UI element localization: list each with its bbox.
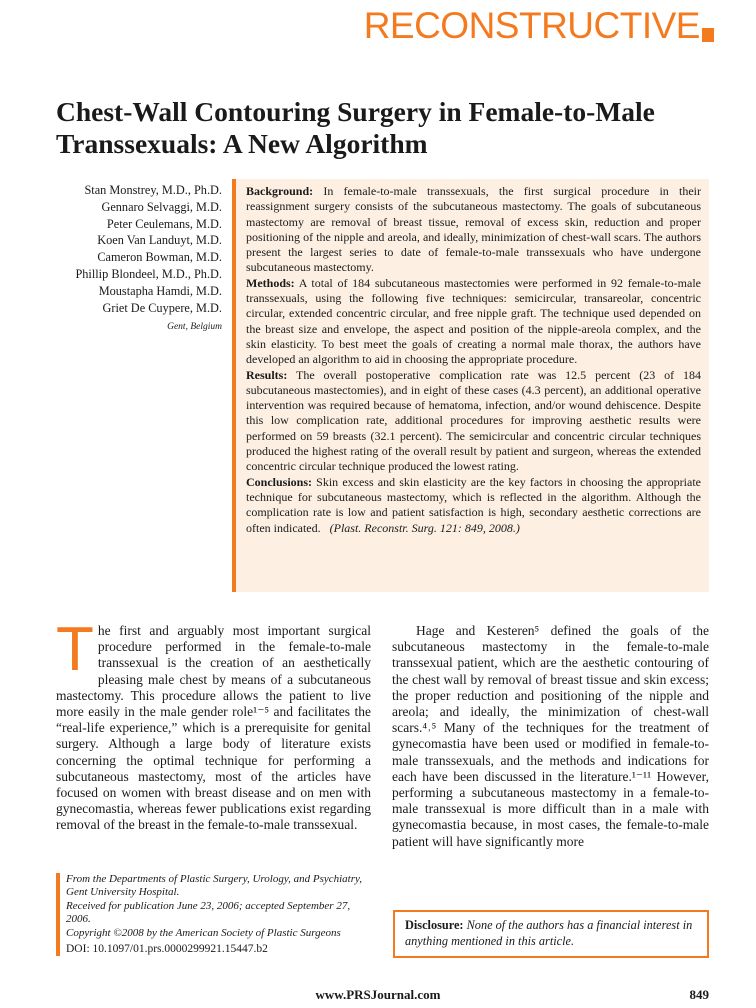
article-footnote — [56, 873, 376, 956]
body-right-column: Hage and Kesteren⁵ defined the goals of the subcutaneous mastectomy in the female-to-male transsexual patient, which are the aesthetic contouring of the chest wall by removal of breast tissue and skin excess; the proper reduction and positioning of the nipple and areola; and ideally, the minimization of chest-wall scars.⁴˒⁵ Many of the techniques for the treatment of gynecomastia have been used or modified in female-to-male transsexuals, and the methods and indications for each have been discussed in the literature.¹⁻¹¹ However, performing a subcutaneous mastectomy in a female-to-male transsexual is more difficult than in a male with gynecomastia because, in most cases, the female-to-male patient will have significantly more — [392, 623, 709, 849]
footnote-received: Received for publication June 23, 2006; accepted September 27, 2006. — [66, 899, 351, 926]
methods-label: Methods: — [246, 275, 295, 290]
author-affiliation: Gent, Belgium — [167, 322, 222, 333]
results-label: Results: — [246, 367, 288, 382]
author-list — [30, 182, 222, 336]
disclosure-text: None of the authors has a financial interest in anything mentioned in this article. — [405, 918, 693, 948]
citation: (Plast. Reconstr. Surg. 121: 849, 2008.) — [329, 520, 520, 535]
conclusions-text: Skin excess and skin elasticity are the key factors in choosing the appropriate technique for subcutaneous mastectomy, which is reflected in the algorithm. Although the complication rate is low and patient satisfaction is high, secondary aesthetic corrections are often indicated. — [246, 474, 701, 535]
results-text: The overall postoperative complication rate was 12.5 percent (23 of 184 subcutaneous mastectomies), and in eight of these cases (4.3 percent), an additional operative intervention was required because of hematoma, infection, and/or wound dehiscence. Despite this low complication rate, additional procedures for improving aesthetic results were performed on 59 breasts (32.1 percent). The semicircular and concentric circular techniques produced the highest rating of the overall result by patient and surgeon, whereas the extended concentric circular technique produced the lowest rating. — [246, 367, 701, 474]
disclosure-label: Disclosure: — [405, 918, 464, 932]
article-title: Chest-Wall Contouring Surgery in Female-to-Male Transsexuals: A New Algorithm — [56, 96, 655, 159]
section-heading: RECONSTRUCTIVE — [363, 5, 700, 46]
author-name: Koen Van Landuyt, M.D. — [97, 233, 222, 248]
author-name: Moustapha Hamdi, M.D. — [98, 283, 222, 298]
section-accent-bar — [702, 28, 714, 42]
background-label: Background: — [246, 184, 314, 198]
footnote-doi: DOI: 10.1097/01.prs.0000299921.15447.b2 — [66, 943, 268, 956]
drop-cap: T — [56, 615, 94, 684]
conclusions-label: Conclusions: — [246, 474, 313, 489]
body-left-column — [56, 615, 371, 863]
abstract-background — [246, 184, 701, 276]
abstract-methods — [246, 276, 701, 368]
author-name: Griet De Cuypere, M.D. — [102, 300, 222, 315]
author-name: Cameron Bowman, M.D. — [97, 250, 222, 265]
author-name: Peter Ceulemans, M.D. — [106, 216, 222, 231]
abstract-box — [232, 179, 709, 592]
author-name: Phillip Blondeel, M.D., Ph.D. — [75, 266, 222, 281]
disclosure-box — [393, 910, 709, 958]
abstract-results — [246, 368, 701, 475]
author-name: Stan Monstrey, M.D., Ph.D. — [84, 183, 222, 197]
footnote-from: From the Departments of Plastic Surgery, Urology, and Psychiatry, Gent University Hospital. — [66, 873, 363, 899]
journal-url: www.PRSJournal.com — [315, 987, 441, 1002]
footnote-copyright: Copyright ©2008 by the American Society of Plastic Surgeons — [66, 926, 341, 939]
page-number: 849 — [689, 987, 709, 1002]
abstract-conclusions — [246, 475, 701, 536]
methods-text: A total of 184 subcutaneous mastectomies were performed in 92 female-to-male transsexuals, using the following five techniques: semicircular, transareolar, concentric circular, extended concentric circular, and free nipple graft. The technique used depended on the breast size and envelope, the aspect and position of the nipple-areola complex, and the skin elasticity. To best meet the goals of creating a normal male thorax, the authors have developed an algorithm to aid in choosing the appropriate procedure. — [246, 275, 701, 367]
author-name: Gennaro Selvaggi, M.D. — [101, 199, 222, 214]
left-column-text: he first and arguably most important surgical procedure performed in the female-to-male transsexual is the creation of an aesthetically pleasing male chest by means of a subcutaneous mastectomy. This procedure allows the patient to live more easily in the male gender role¹⁻⁵ and facilitates the “real-life experience,” which is a prerequisite for genital surgery. Although a large body of literature exists concerning the optimal technique for performing a subcutaneous mastectomy, most of the articles have focused on women with breast disease and on men with gynecomastia, whereas fewer publications exist regarding removal of the breast in the female-to-male transsexual. — [56, 623, 371, 833]
background-text: In female-to-male transsexuals, the first surgical procedure in their reassignment surgery consists of the subcutaneous mastectomy. The goals of subcutaneous mastectomy are removal of breast tissue, removal of excess skin, reduction and proper positioning of the nipple and areola, and ideally, minimization of chest-wall scars. The authors present the largest series to date of female-to-male transsexuals who have undergone subcutaneous mastectomy. — [246, 184, 702, 275]
